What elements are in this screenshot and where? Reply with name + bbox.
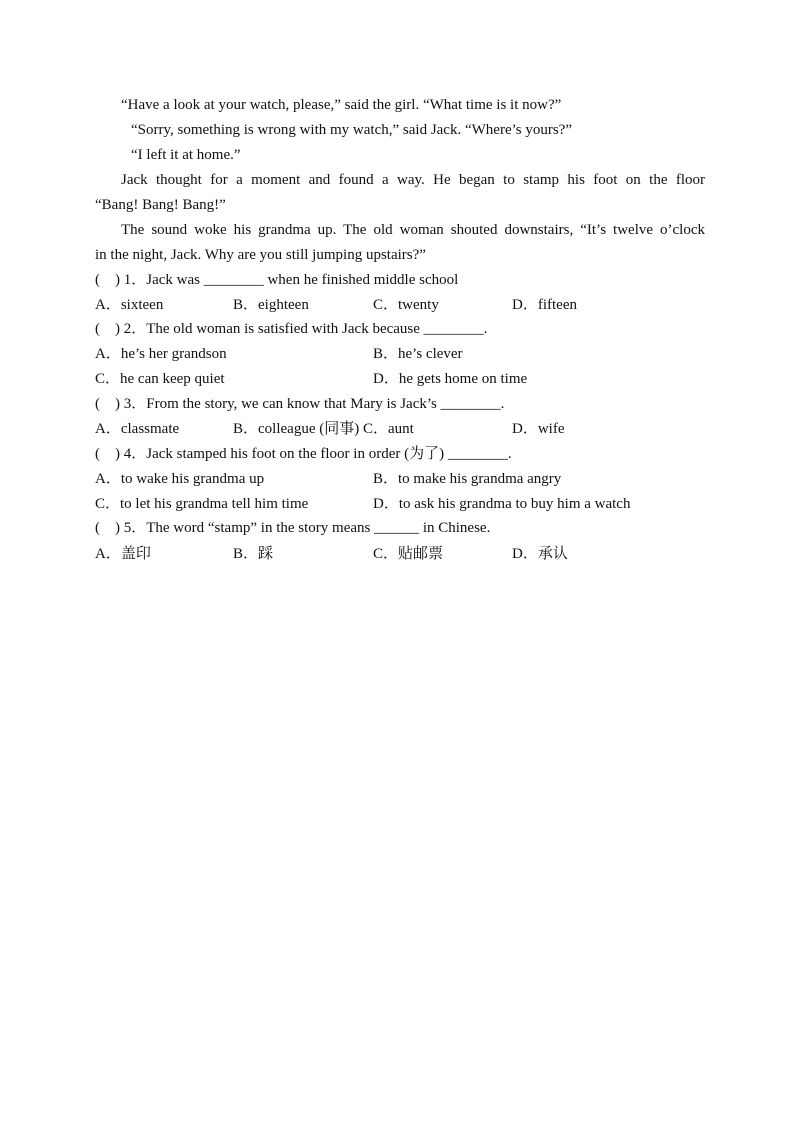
option-c: C．to let his grandma tell him time — [95, 496, 309, 512]
option-c: C．twenty — [373, 297, 439, 313]
option-c: C．贴邮票 — [373, 546, 444, 562]
option-d: D．承认 — [512, 546, 568, 562]
option-d: D．wife — [512, 421, 565, 437]
passage-line: in the night, Jack. Why are you still jumping upstairs?” — [95, 247, 426, 263]
option-d: D．to ask his grandma to buy him a watch — [373, 496, 631, 512]
option-b: B．to make his grandma angry — [373, 471, 562, 487]
question-stem: ( ) 2．The old woman is satisfied with Jack because ________. — [95, 321, 488, 337]
question-stem: ( ) 3．From the story, we can know that Mary is Jack’s ________. — [95, 396, 505, 412]
question-stem: ( ) 4．Jack stamped his foot on the floor in order (为了) ________. — [95, 446, 512, 462]
option-d: D．he gets home on time — [373, 371, 528, 387]
passage-line: The sound woke his grandma up. The old woman shouted downstairs, “It’s twelve o’clock — [121, 222, 705, 238]
option-a: A．he’s her grandson — [95, 346, 227, 362]
passage-line: Jack thought for a moment and found a way. He began to stamp his foot on the floor — [121, 172, 705, 188]
passage-line: “Bang! Bang! Bang!” — [95, 197, 226, 213]
question-stem: ( ) 5．The word “stamp” in the story means ______ in Chinese. — [95, 520, 491, 536]
option-a: A．sixteen — [95, 297, 164, 313]
option-b: B．eighteen — [233, 297, 309, 313]
option-d: D．fifteen — [512, 297, 577, 313]
option-c: C．he can keep quiet — [95, 371, 225, 387]
option-b: B．he’s clever — [373, 346, 463, 362]
passage-line: “Sorry, something is wrong with my watch,” said Jack. “Where’s yours?” — [131, 122, 572, 138]
option-a: A．to wake his grandma up — [95, 471, 265, 487]
question-stem: ( ) 1．Jack was ________ when he finished middle school — [95, 272, 459, 288]
option-a: A．classmate — [95, 421, 180, 437]
option-b: B．踩 — [233, 546, 274, 562]
passage-line: “I left it at home.” — [131, 147, 241, 163]
option-a: A．盖印 — [95, 546, 151, 562]
passage-line: “Have a look at your watch, please,” said the girl. “What time is it now?” — [121, 97, 562, 113]
option-b-c: B．colleague (同事) C．aunt — [233, 421, 414, 437]
